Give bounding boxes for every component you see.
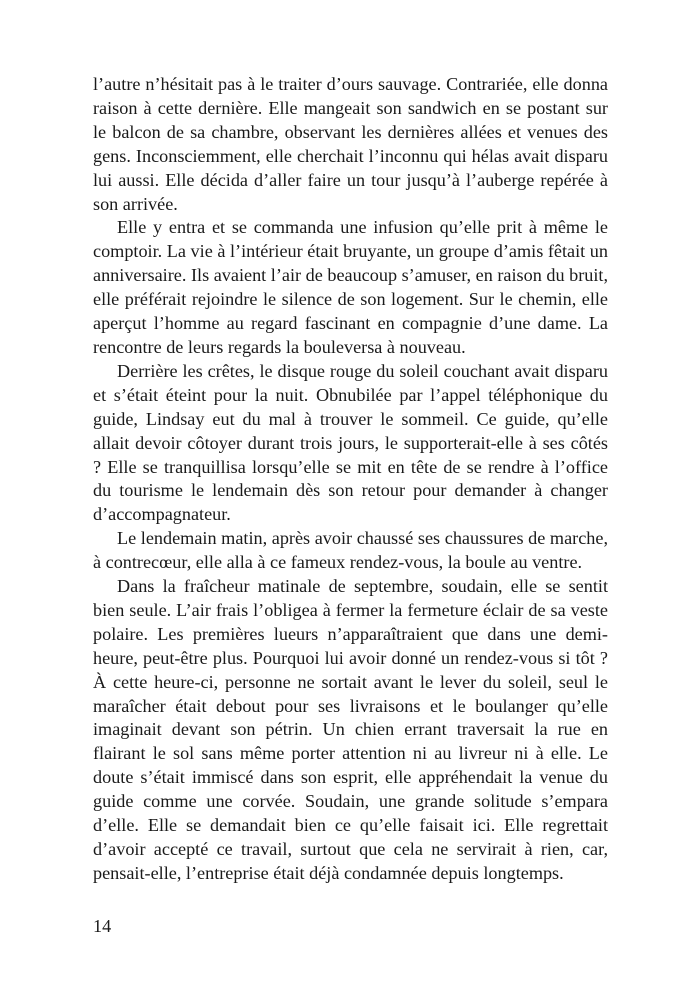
body-text (93, 73, 608, 886)
paragraph-4: Le lendemain matin, après avoir chaussé ses chaussures de marche, à contrecœur, elle alla à ce fameux rendez-vous, la boule au ventre. (93, 528, 608, 573)
paragraph-2: Elle y entra et se commanda une infusion qu’elle prit à même le comptoir. La vie à l’intérieur était bruyante, un groupe d’amis fêtait un anniversaire. Ils avaient l’air de beaucoup s’amuser, en raison du bruit, elle préférait rejoindre le silence de son logement. Sur le chemin, elle aperçut l’homme au regard fascinant en compagnie d’une dame. La rencontre de leurs regards la bouleversa à nouveau. (93, 217, 608, 357)
paragraph-3: Derrière les crêtes, le disque rouge du soleil couchant avait disparu et s’était éteint pour la nuit. Obnubilée par l’appel téléphonique du guide, Lindsay eut du mal à trouver le sommeil. Ce guide, qu’elle allait devoir côtoyer durant trois jours, le supporterait-elle à ses côtés ? Elle se tranquillisa lorsqu’elle se mit en tête de se rendre à l’office du tourisme le lendemain dès son retour pour demander à changer d’accompagnateur. (93, 360, 608, 525)
paragraph-1: l’autre n’hésitait pas à le traiter d’ours sauvage. Contrariée, elle donna raison à cette dernière. Elle mangeait son sandwich en se postant sur le balcon de sa chambre, observant les dernières allées et venues des gens. Inconsciemment, elle cherchait l’inconnu qui hélas avait disparu lui aussi. Elle décida d’aller faire un tour jusqu’à l’auberge repérée à son arrivée. (93, 74, 608, 214)
paragraph-5: Dans la fraîcheur matinale de septembre, soudain, elle se sentit bien seule. L’air frais l’obligea à fermer la fermeture éclair de sa veste polaire. Les premières lueurs n’apparaîtraient que dans une demi-heure, peut-être plus. Pourquoi lui avoir donné un rendez-vous si tôt ? À cette heure-ci, personne ne sortait avant le lever du soleil, seul le maraîcher était debout pour ses livraisons et le boulanger qu’elle imaginait devant son pétrin. Un chien errant traversait la rue en flairant le sol sans même porter attention ni au livreur ni à elle. Le doute s’était immiscé dans son esprit, elle appréhendait la venue du guide comme une corvée. Soudain, une grande solitude s’empara d’elle. Elle se demandait bien ce qu’elle faisait ici. Elle regrettait d’avoir accepté ce travail, surtout que cela ne servirait à rien, car, pensait-elle, l’entreprise était déjà condamnée depuis longtemps. (93, 576, 608, 883)
page-number: 14 (93, 916, 112, 936)
